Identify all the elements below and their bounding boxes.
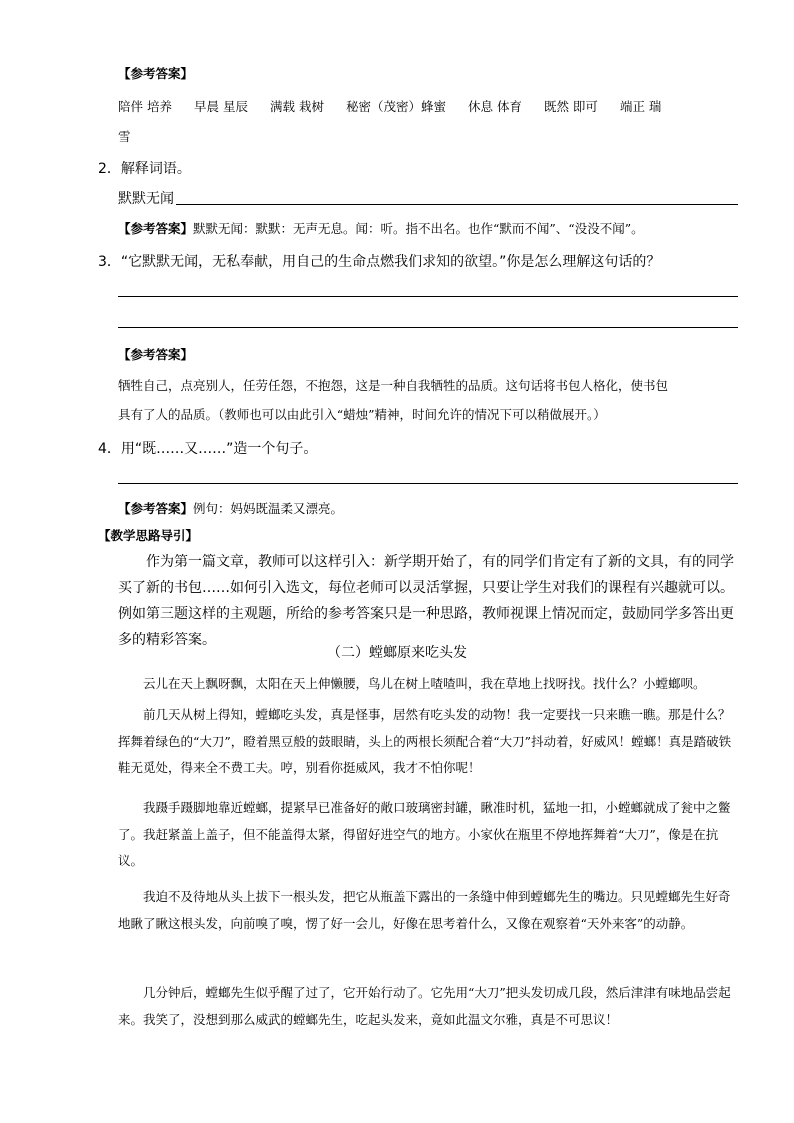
question-2-answer (118, 219, 738, 237)
word-pair: 休息 体育 (467, 99, 522, 114)
answer-label-4: 【参考答案】 (118, 501, 194, 516)
word-list-wrap: 雪 (118, 129, 131, 144)
question-2-title: 2．解释词语。 (98, 161, 191, 177)
answer-line (118, 296, 738, 297)
question-4-title: 4．用“既……又……”造一个句子。 (98, 441, 318, 457)
story-paragraph: 云儿在天上飘呀飘，太阳在天上伸懒腰，鸟儿在树上喳喳叫，我在草地上找呀找。找什么？小螳螂呗。 (143, 676, 706, 691)
word-list (118, 97, 758, 115)
answer-line (118, 483, 738, 484)
teaching-guide-label: 【教学思路导引】 (98, 528, 199, 543)
word-pair: 陪伴 培养 (118, 99, 172, 114)
story-paragraph: 我迫不及待地从头上拔下一根头发，把它从瓶盖下露出的一条缝中伸到螳螂先生的嘴边。只见螳螂先生好奇地瞅了瞅这根头发，向前嗅了嗅，愣了好一会儿，好像在思考着什么，又像在观察着“天外来客”的动静。 (118, 889, 731, 931)
answer-text-3-line1: 牺牲自己，点亮别人，任劳任怨，不抱怨，这是一种自我牺牲的品质。这句话将书包人格化，使书包 (118, 378, 669, 393)
answer-label-3: 【参考答案】 (118, 347, 194, 362)
word-pair: 早晨 星辰 (193, 99, 248, 114)
story-paragraph: 前几天从树上得知，螳螂吃头发，真是怪事，居然有吃头发的动物！我一定要找一只来瞧一瞧。那是什么？挥舞着绿色的“大刀”，瞪着黑豆般的鼓眼睛，头上的两根长须配合着“大刀”抖动着，好威风！螳螂！真是踏破铁鞋无觅处，得来全不费工夫。哼，别看你挺威风，我才不怕你呢！ (118, 707, 732, 775)
word-pair: 端正 瑞 (619, 99, 662, 114)
answer-label-1: 【参考答案】 (118, 66, 194, 81)
answer-line (176, 204, 738, 205)
story-paragraph: 几分钟后，螳螂先生似乎醒了过了，它开始行动了。它先用“大刀”把头发切成几段，然后津津有味地品尝起来。我笑了，没想到那么威武的螳螂先生，吃起头发来，竟如此温文尔雅，真是不可思议！ (118, 985, 731, 1027)
teaching-guide-text: 作为第一篇文章，教师可以这样引入：新学期开始了，有的同学们肯定有了新的文具，有的同学买了新的书包……如何引入选文，每位老师可以灵活掌握，只要让学生对我们的课程有兴趣就可以。例如第三题这样的主观题，所给的参考答案只是一种思路，教师视课上情况而定，鼓励同学多答出更多的精彩答案。 (118, 554, 734, 648)
answer-text-2: 默默无闻：默默：无声无息。闻：听。指不出名。也作“默而不闻”、“没没不闻”。 (193, 221, 644, 236)
question-4-answer (118, 499, 738, 517)
question-3-title: 3．“它默默无闻，无私奉献，用自己的生命点燃我们求知的欲望。”你是怎么理解这句话的？ (98, 254, 661, 270)
word-pair: 秘密（茂密）蜂蜜 (345, 99, 446, 114)
answer-line (118, 327, 738, 328)
answer-text-4: 例句：妈妈既温柔又漂亮。 (193, 501, 344, 516)
question-2-term: 默默无闻 (118, 191, 174, 207)
word-pair: 满载 栽树 (269, 99, 324, 114)
answer-label-2: 【参考答案】 (118, 221, 194, 236)
word-pair: 既然 即可 (543, 99, 598, 114)
answer-text-3-line2: 具有了人的品质。（教师也可以由此引入“蜡烛”精神，时间允许的情况下可以稍做展开。） (118, 407, 606, 422)
story-title: （二）螳螂原来吃头发 (327, 645, 467, 661)
story-paragraph: 我蹑手蹑脚地靠近螳螂，提紧早已准备好的敞口玻璃密封罐，瞅准时机，猛地一扣，小螳螂就成了瓮中之鳖了。我赶紧盖上盖子，但不能盖得太紧，得留好进空气的地方。小家伙在瓶里不停地挥舞着“大刀”，像是在抗议。 (118, 800, 731, 868)
